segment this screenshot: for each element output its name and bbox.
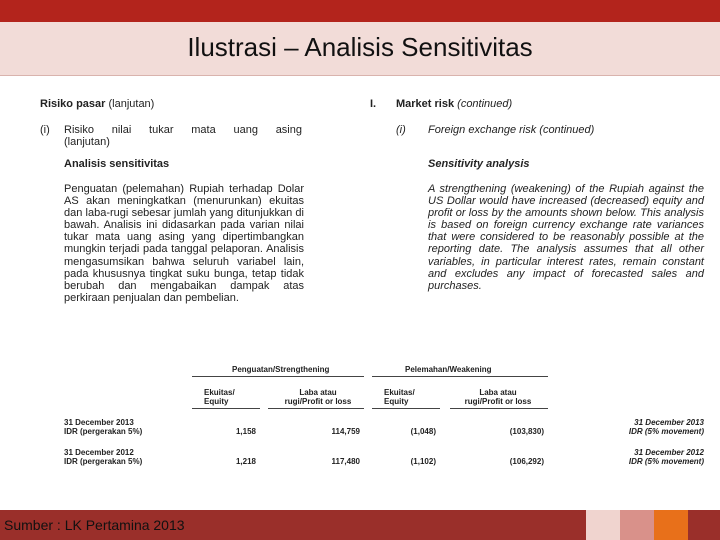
- table-cell: (1,102): [410, 457, 436, 466]
- slide-title: Ilustrasi – Analisis Sensitivitas: [187, 32, 533, 62]
- table-row-date: 31 December 2012 IDR (pergerakan 5%): [64, 448, 143, 466]
- right-subheading: Sensitivity analysis: [428, 158, 530, 170]
- right-heading: Market risk (continued): [396, 98, 513, 110]
- table-row-date: 31 December 2013 IDR (pergerakan 5%): [64, 418, 143, 436]
- right-item-marker: (i): [396, 124, 406, 136]
- table-group-weakening: Pelemahan/Weakening: [405, 365, 492, 374]
- table-cell: 117,480: [331, 457, 360, 466]
- footer-block: [620, 510, 654, 540]
- report-excerpt: [0, 90, 720, 510]
- right-item: Foreign exchange risk (continued): [428, 124, 595, 136]
- left-paragraph: Penguatan (pelemahan) Rupiah terhadap Dolar AS akan meningkatkan (menurunkan) ekuitas dan laba-rugi sebesar jumlah yang ditunjukkan di bawah. Analisis ini didasarkan pada varian nilai tukar mata uang asing yang dipertimbangkan mungkin terjadi pada tanggal pelaporan. Analisis mengasumsikan bahwa seluruh variabel lain, pada khususnya tingkat suku bunga, tetap tidak berubah dan mengabaikan dampak atas perkiraan penjualan dan pembelian.: [64, 183, 304, 304]
- header-rule: [372, 408, 440, 409]
- table-cell: (106,292): [509, 457, 544, 466]
- footer-block: [688, 510, 720, 540]
- table-cell: 114,759: [331, 427, 360, 436]
- left-item-marker: (i): [40, 124, 50, 136]
- table-rule-strengthening: [192, 376, 364, 377]
- table-cell: (1,048): [410, 427, 436, 436]
- table-rule-weakening: [372, 376, 548, 377]
- table-row-date-en: 31 December 2013 IDR (5% movement): [628, 418, 704, 436]
- left-subheading: Analisis sensitivitas: [64, 158, 170, 170]
- footer-block: [654, 510, 688, 540]
- col-pl-header-w: Laba atau rugi/Profit or loss: [464, 388, 532, 406]
- col-equity-header-w: Ekuitas/ Equity: [384, 388, 415, 406]
- source-caption: Sumber : LK Pertamina 2013: [4, 517, 185, 533]
- table-cell: 1,158: [235, 427, 256, 436]
- header-rule: [268, 408, 364, 409]
- right-marker: I.: [370, 98, 377, 110]
- col-equity-header-s: Ekuitas/ Equity: [204, 388, 235, 406]
- left-heading: Risiko pasar (lanjutan): [40, 98, 155, 110]
- table-cell: 1,218: [235, 457, 256, 466]
- col-pl-header-s: Laba atau rugi/Profit or loss: [284, 388, 352, 406]
- table-group-strengthening: Penguatan/Strengthening: [232, 365, 330, 374]
- left-item-line2: (lanjutan): [64, 136, 110, 148]
- table-cell: (103,830): [509, 427, 544, 436]
- header-rule: [450, 408, 548, 409]
- top-accent-bar: [0, 0, 720, 22]
- footer-block: [586, 510, 620, 540]
- right-paragraph: A strengthening (weakening) of the Rupiah against the US Dollar would have increased (decreased) equity and profit or loss by the amounts shown below. This analysis is based on foreign currency exchange rate variances that were considered to be reasonably possible at the reporting date. The analysis assumes that all other variables, in particular interest rates, remain constant and excludes any impact of forecasted sales and purchases.: [428, 183, 704, 292]
- header-rule: [192, 408, 260, 409]
- left-item-line1: Risiko nilai tukar mata uang asing: [64, 124, 302, 136]
- table-row-date-en: 31 December 2012 IDR (5% movement): [628, 448, 704, 466]
